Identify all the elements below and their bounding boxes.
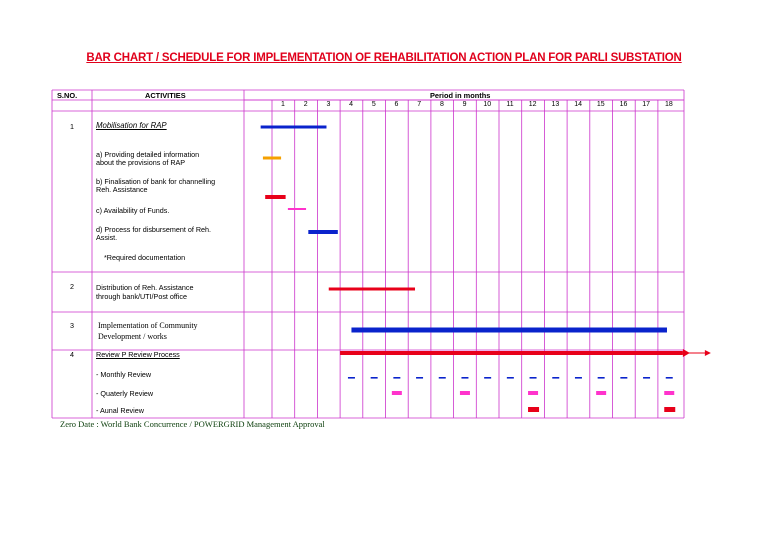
page-title: BAR CHART / SCHEDULE FOR IMPLEMENTATION OF REHABILITATION ACTION PLAN FOR PARLI SUBSTATION <box>86 52 682 64</box>
monthly-review-mark <box>552 377 559 379</box>
month-label: 14 <box>574 101 582 108</box>
monthly-review-mark <box>371 377 378 379</box>
row-sno: 3 <box>70 321 74 330</box>
gantt-bar <box>308 230 338 234</box>
month-label: 4 <box>349 101 354 108</box>
header-period: Period in months <box>430 91 491 100</box>
annual-review-mark <box>528 407 539 412</box>
activity-label: c) Availability of Funds. <box>96 206 170 215</box>
row-sno: 4 <box>70 350 74 359</box>
monthly-review-mark <box>575 377 582 379</box>
activity-label: Distribution of Reh. Assistance <box>96 283 194 292</box>
quarterly-review-mark <box>596 391 606 395</box>
month-label: 15 <box>596 101 605 108</box>
gantt-bar <box>261 126 327 129</box>
quarterly-review-mark <box>528 391 538 395</box>
activity-label: Assist. <box>96 233 118 242</box>
month-label: 10 <box>483 101 492 108</box>
header-activities: ACTIVITIES <box>145 91 186 100</box>
activity-label: *Required documentation <box>104 253 186 262</box>
month-label: 2 <box>303 101 308 108</box>
gantt-bar <box>351 328 667 333</box>
monthly-review-mark <box>507 377 514 379</box>
month-label: 5 <box>371 101 376 108</box>
activity-label: b) Finalisation of bank for channelling <box>96 177 216 186</box>
month-label: 16 <box>619 101 628 108</box>
month-label: 1 <box>281 101 285 108</box>
quarterly-review-mark <box>392 391 402 395</box>
monthly-review-mark <box>530 377 537 379</box>
monthly-review-mark <box>461 377 468 379</box>
month-label: 17 <box>642 101 651 108</box>
gantt-bar <box>288 208 306 210</box>
activity-label: a) Providing detailed information <box>96 150 200 159</box>
gantt-bar <box>263 157 281 160</box>
monthly-review-mark <box>416 377 423 379</box>
monthly-review-mark <box>484 377 491 379</box>
monthly-review-mark <box>348 377 355 379</box>
month-label: 13 <box>551 101 560 108</box>
annual-review-mark <box>664 407 675 412</box>
activity-label: Reh. Assistance <box>96 185 148 194</box>
month-label: 7 <box>417 101 422 108</box>
month-label: 18 <box>664 101 673 108</box>
monthly-review-mark <box>439 377 446 379</box>
quarterly-review-mark <box>664 391 674 395</box>
activity-label: - Aunal Review <box>96 406 144 415</box>
activity-label: Implementation of Community <box>98 321 198 330</box>
monthly-review-mark <box>393 377 400 379</box>
zero-date-note: Zero Date : World Bank Concurrence / POWERGRID Management Approval <box>60 419 325 429</box>
monthly-review-mark <box>598 377 605 379</box>
month-label: 8 <box>439 101 444 108</box>
month-label: 3 <box>326 101 331 108</box>
gantt-bar <box>340 351 683 355</box>
row-sno: 1 <box>70 122 74 131</box>
activity-label: through bank/UTI/Post office <box>96 292 187 301</box>
gantt-bar <box>329 288 415 291</box>
quarterly-review-mark <box>460 391 470 395</box>
activity-label: Review P Review Process <box>96 350 180 359</box>
activity-label: Mobilisation for RAP <box>96 121 167 130</box>
row-sno: 2 <box>70 282 74 291</box>
month-label: 12 <box>528 101 537 108</box>
monthly-review-mark <box>620 377 627 379</box>
month-label: 11 <box>506 101 514 108</box>
activity-label: - Monthly Review <box>96 370 152 379</box>
activity-label: about the provisions of RAP <box>96 158 186 167</box>
activity-label: d) Process for disbursement of Reh. <box>96 225 212 234</box>
arrow-head <box>705 350 711 356</box>
header-sno: S.NO. <box>57 91 78 100</box>
activity-label: - Quaterly Review <box>96 389 154 398</box>
monthly-review-mark <box>666 377 673 379</box>
activity-label: Development / works <box>98 332 167 341</box>
month-label: 9 <box>462 101 467 108</box>
monthly-review-mark <box>643 377 650 379</box>
month-label: 6 <box>394 101 399 108</box>
gantt-bar <box>265 195 285 199</box>
